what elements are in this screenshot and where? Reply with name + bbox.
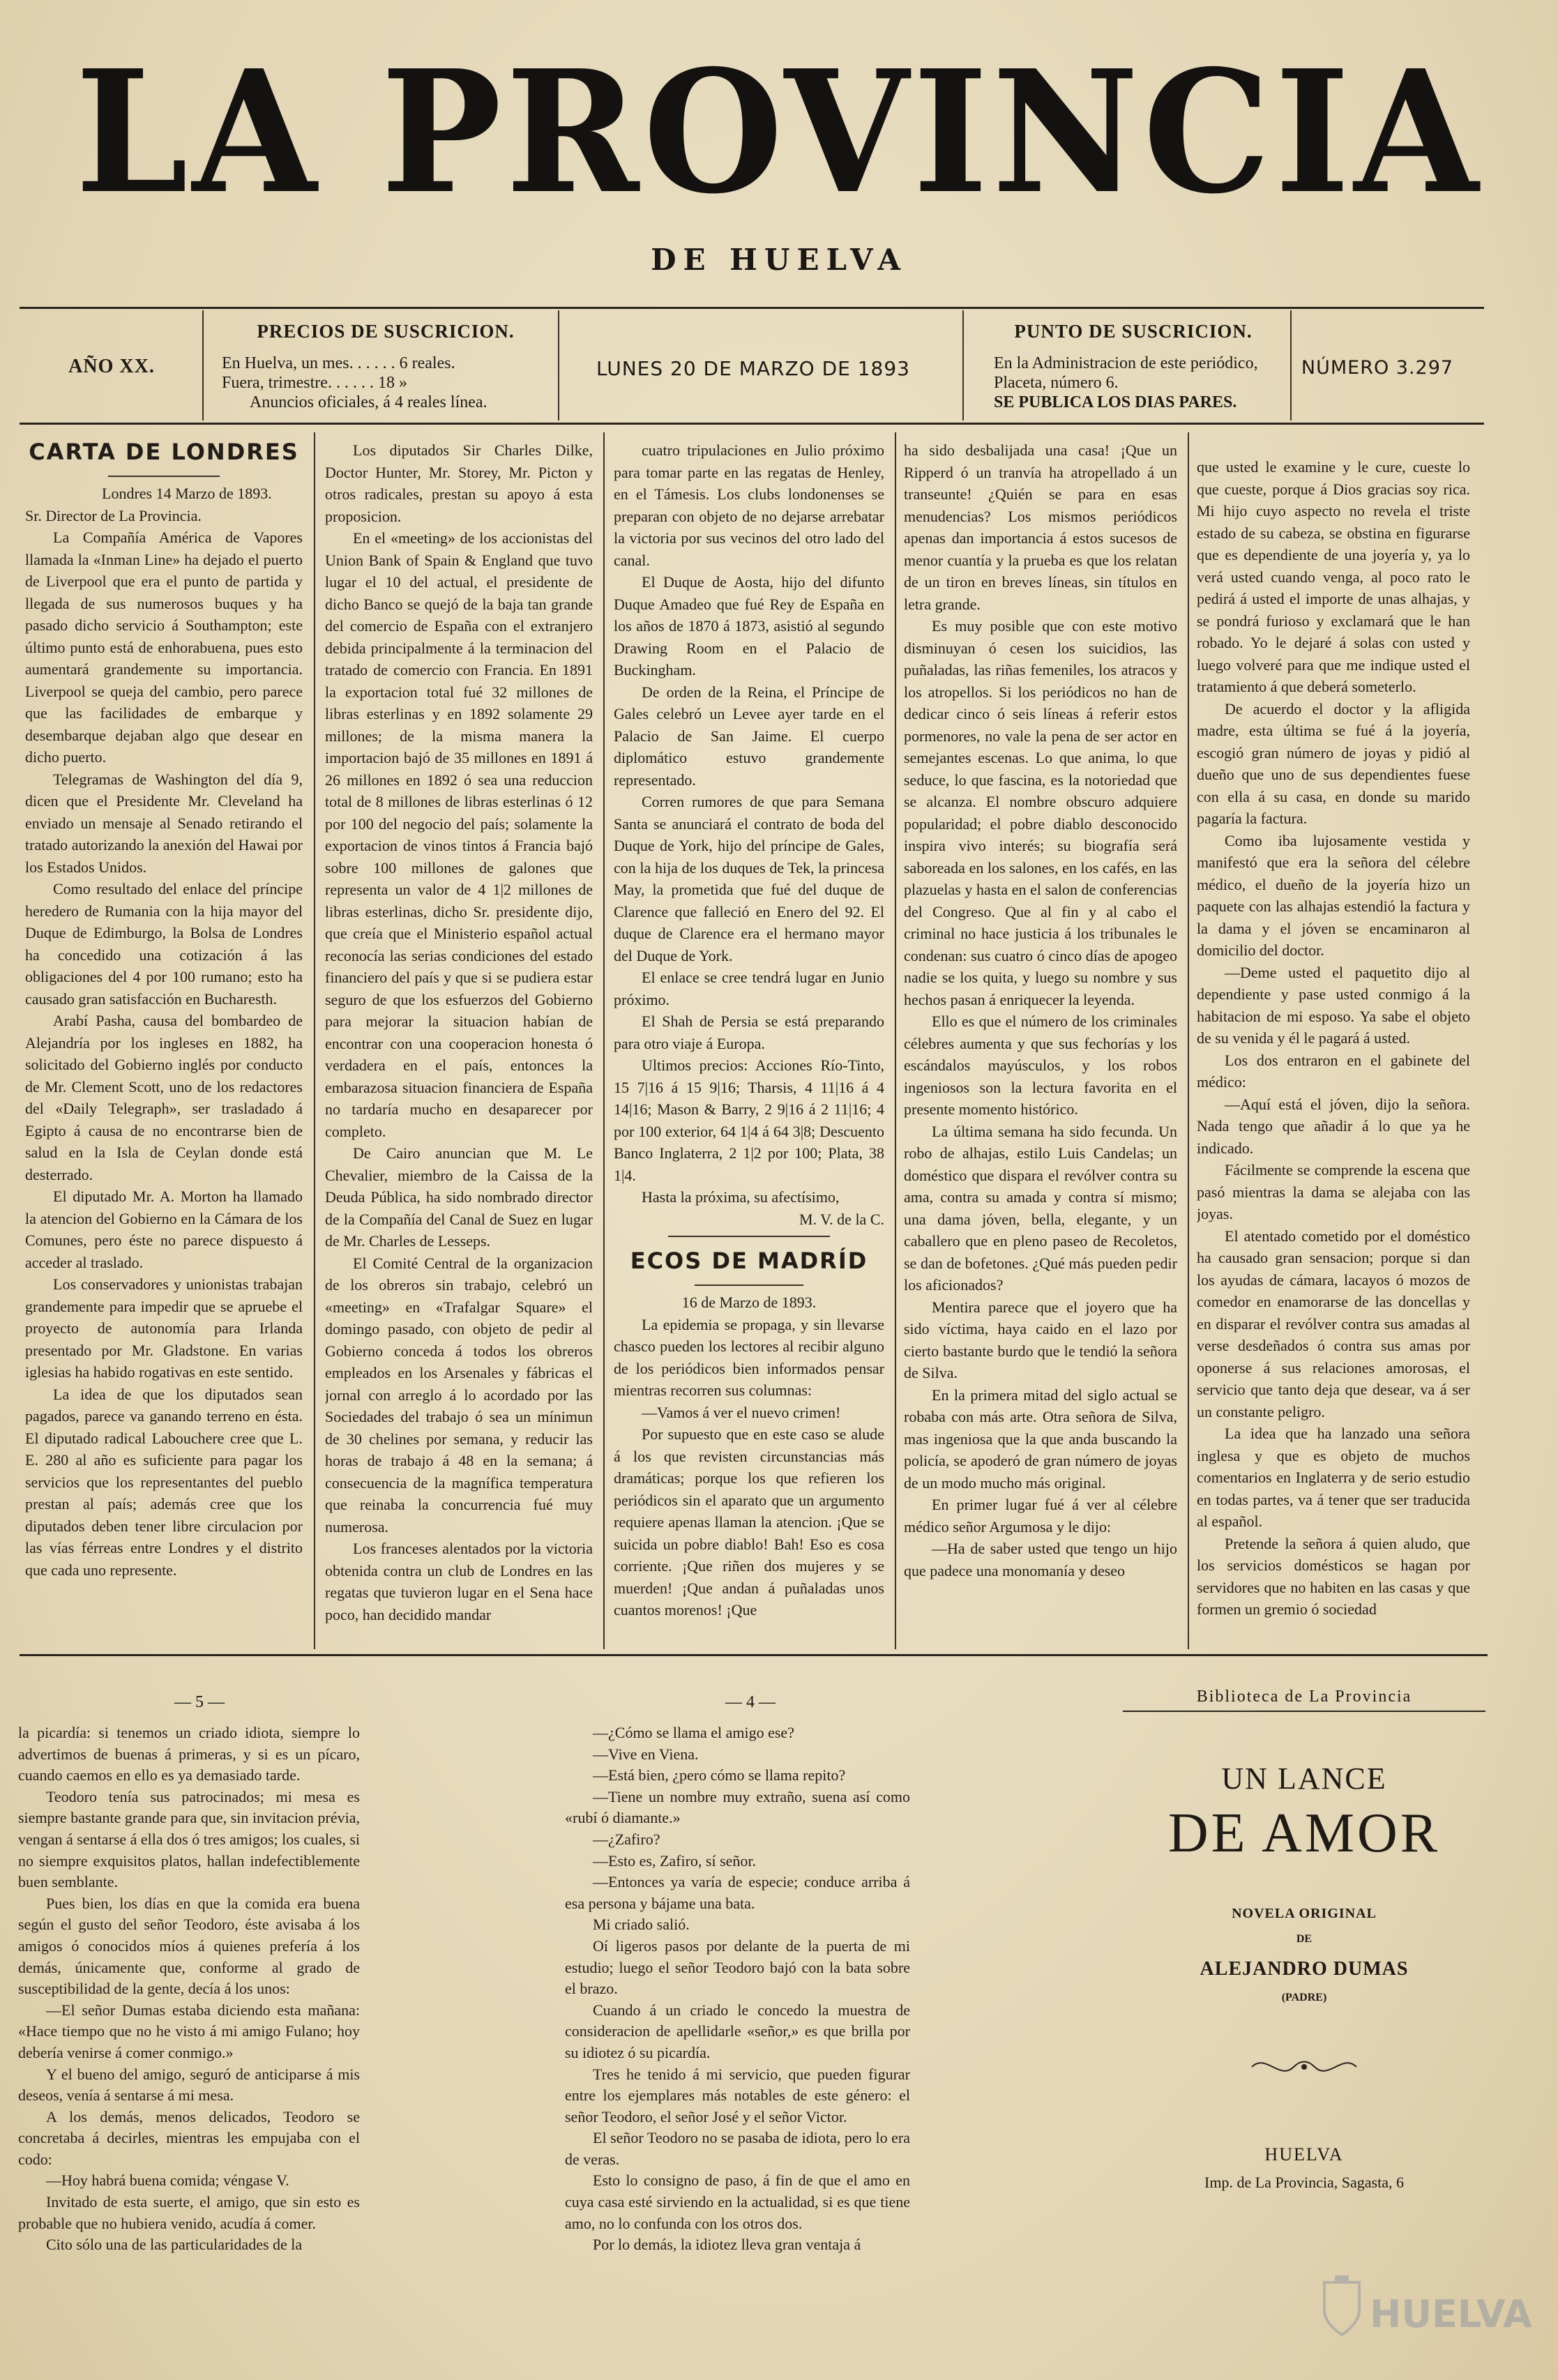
paragraph: —Vamos á ver el nuevo crimen!: [642, 1403, 841, 1421]
paragraph: —Está bien, ¿pero cómo se llama repito?: [593, 1766, 846, 1784]
paragraph: Mentira parece que el joyero que ha sido víctima, haya caido en el lazo por cierto bastante burdo que le tendió la señora de Silva.: [904, 1298, 1177, 1381]
column-rule: [1188, 432, 1189, 1649]
paragraph: Los dos entraron en el gabinete del médico:: [1197, 1051, 1470, 1091]
book-by: DE: [1296, 1933, 1313, 1945]
header-divider: [202, 310, 204, 420]
header-top-rule: [20, 307, 1484, 309]
archive-stamp: [1370, 2275, 1532, 2352]
paragraph: La idea de que los diputados sean pagados, parece va ganando terreno en ésta. El diputado radical Labouchere cree que L. E. 280 al año es suficiente para pagar los servicios que los representantes del pueblo prestan al país; además cree que los diputados deben tener libre circulacion por las vías férreas entre Londres y el distrito que cada uno represente.: [25, 1385, 303, 1579]
paragraph: —Aquí está el jóven, dijo la señora. Nada tengo que añadir á lo que ya he indicado.: [1197, 1095, 1470, 1157]
book-title-line-1: UN LANCE: [1221, 1761, 1387, 1796]
article-column-5: [1197, 456, 1470, 1650]
paragraph: —Tiene un nombre muy extraño, suena así como «rubí ó diamante.»: [565, 1787, 910, 1827]
paragraph: Por lo demás, la idiotez lleva gran ventaja á: [593, 2236, 861, 2254]
paragraph: Mi criado salió.: [593, 1916, 690, 1934]
paragraph: Esto lo consigno de paso, á fin de que el amo en cuya casa esté sirviendo en la actualidad, si es que tiene amo, no lo confunda con los otros dos.: [565, 2171, 910, 2232]
dateline: 16 de Marzo de 1893.: [681, 1294, 817, 1311]
folletin-page-5: [18, 1722, 360, 2364]
paragraph: Como resultado del enlace del príncipe heredero de Rumania con la hija mayor del Duque de Edimburgo, la Bolsa de Londres ha concedido una cotización á las obligaciones del 4 por 100 rumano; esto ha causado gran satisfacción en Bucharesth.: [25, 880, 303, 1008]
paragraph: Invitado de esta suerte, el amigo, que sin esto es probable que no hubiera venido, acudía á comer.: [18, 2193, 360, 2232]
book-author: ALEJANDRO DUMAS: [1200, 1958, 1409, 1980]
paragraph: Los franceses alentados por la victoria obtenida contra un club de Londres en las regatas que tuvieron lugar en el Sena hace poco, han decidido mandar: [325, 1540, 593, 1623]
dateline: Londres 14 Marzo de 1893.: [102, 485, 272, 502]
paragraph: Fácilmente se comprende la escena que pasó mientras la dama se alejaba con las joyas.: [1197, 1161, 1470, 1222]
paragraph: —Esto es, Zafiro, sí señor.: [593, 1851, 757, 1870]
paragraph: —Deme usted el paquetito dijo al dependiente y pase usted conmigo á la habitacion de mi esposo. Ya sabe el objeto de su venida y él le pagará á usted.: [1197, 963, 1470, 1047]
paragraph: A los demás, menos delicados, Teodoro se concretaba á decirles, mientras les empujaba con el codo:: [18, 2107, 360, 2168]
paragraph: ha sido desbalijada una casa! ¡Que un Ripperd ó un tranvía ha atropellado á un transeunte! ¿Quién se para en esas menudencias? Los mismos periódicos apenas dan importancia á estos sucesos de menor cuantía y la prueba es que los relatan de un tiron en breves líneas, sin títulos en letra grande.: [904, 441, 1177, 613]
header-divider: [1290, 310, 1292, 420]
paragraph: En primer lugar fué á ver al célebre médico señor Argumosa y le dijo:: [904, 1496, 1177, 1536]
paragraph: Como iba lujosamente vestida y manifestó que era la señora del célebre médico, el dueño de la joyería hizo un paquete con las alhajas estendió la factura y la dama y el jóven se encaminaron al domicilio del doctor.: [1197, 831, 1470, 959]
paragraph: Arabí Pasha, causa del bombardeo de Alejandría por los ingleses en 1882, ha solicitado del Gobierno inglés por conducto de Mr. Clement Scott, uno de los redactores del «Daily Telegraph», ser trasladado á Egipto á causa de no encontrarse bien de salud en la Isla de Ceylan donde está desterrado.: [25, 1012, 303, 1183]
article-column-3: [614, 439, 884, 1649]
section-heading: ECOS DE MADRÍD: [630, 1248, 868, 1274]
folletin-title-page: [1116, 1688, 1492, 2192]
paragraph: La epidemia se propaga, y sin llevarse chasco pueden los lectores al recibir alguno de los periódicos bien informados pensar mientras recorren sus columnas:: [614, 1315, 884, 1399]
paragraph: —Entonces ya varía de especie; conduce arriba á esa persona y bájame una bata.: [565, 1873, 910, 1912]
coat-of-arms-icon: [1321, 2275, 1363, 2338]
paragraph: El atentado cometido por el doméstico ha causado gran sensacion; porque si dan los ayudas de cámara, lacayos ó mozos de comedor en enamorarse de las doncellas y en disparar el revólver contra sus amadas al verse desdeñados ó contra sus amas por oponerse á sus relaciones amorosas, el servicio que tanto deja que desear, va á ser un constante peligro.: [1197, 1227, 1470, 1420]
section-heading: CARTA DE LONDRES: [29, 439, 299, 465]
ornament-flourish: [1248, 2053, 1360, 2081]
paragraph: cuatro tripulaciones en Julio próximo para tomar parte en las regatas de Henley, en el Támesis. Los clubs londonenses se preparan con objeto de no dejarse arrebatar la victoria por sus vecinos del otro lado del canal.: [614, 441, 884, 569]
paragraph: La Compañía América de Vapores llamada la «Inman Line» ha dejado el puerto de Liverpool que era el punto de partida y llegada de sus numerosos buques y ha pasado dicho servicio á Southampton; este último punto está de enhorabuena, pues esto aumentará grandemente su importancia. Liverpool se queja del cambio, pero parece que las facilidades de embarque y desembarque dejaban algo que desear en dicho puerto.: [25, 529, 303, 766]
paragraph: El Duque de Aosta, hijo del difunto Duque Amadeo que fué Rey de España en los años de 1870 á 1873, asistió al segundo Drawing Room en el Palacio de Buckingham.: [614, 573, 884, 679]
paragraph: De Cairo anuncian que M. Le Chevalier, miembro de la Caissa de la Deuda Pública, ha sido nombrado director de la Compañía del Canal de Suez en lugar de Mr. Charles de Lesseps.: [325, 1144, 593, 1250]
series-label: Biblioteca de La Provincia: [1196, 1688, 1412, 1706]
paragraph: Cuando á un criado le concedo la muestra de consideracion de apellidarle «señor,» es que brilla por su idiotez ó su picardía.: [565, 2001, 910, 2061]
header-punto: PUNTO DE SUSCRICION. En la Administracion de este periódico, Placeta, número 6. SE PUBLICA LOS DIAS PARES.: [994, 321, 1258, 411]
folletin-rule: [20, 1654, 1488, 1656]
paragraph: De acuerdo el doctor y la afligida madre, esta última se fué á la joyería, escogió gran número de joyas y pidió al dueño que uno de sus dependientes fuese con ella á su casa, en donde su marido pagaría la factura.: [1197, 699, 1470, 827]
column-rule: [314, 432, 315, 1649]
book-author-note: (PADRE): [1281, 1992, 1327, 2003]
paragraph: Cito sólo una de las particularidades de la: [46, 2236, 303, 2254]
paragraph: Corren rumores de que para Semana Santa se anunciará el contrato de boda del Duque de York, hijo del príncipe de Gales, con la hija de los duques de Tek, la princesa May, la prometida que fué del duque de Clarence que falleció en Enero del 92. El duque de Clarence era el hermano mayor del Duque de York.: [614, 793, 884, 964]
header-divider: [558, 310, 559, 420]
paragraph: Pues bien, los días en que la comida era buena según el gusto del señor Teodoro, éste avisaba á los amigos ó conocidos míos á quienes prefería á los demás, únicamente que, conforme al grado de susceptibilidad de la gente, decía á los unos:: [18, 1894, 360, 1998]
paragraph: —¿Cómo se llama el amigo ese?: [593, 1724, 794, 1741]
paragraph: Y el bueno del amigo, seguró de anticiparse á mis deseos, venía á sentarse á mi mesa.: [18, 2065, 360, 2105]
paragraph: Pretende la señora á quien aludo, que los servicios domésticos se hagan por servidores que no habiten en las casas y que formen un gremio ó sociedad: [1197, 1534, 1470, 1618]
article-column-2: [325, 439, 593, 1649]
column-rule: [603, 432, 605, 1649]
paragraph: —Vive en Viena.: [593, 1745, 699, 1763]
header-date: LUNES 20 DE MARZO DE 1893: [596, 357, 910, 380]
paragraph: El diputado Mr. A. Morton ha llamado la atencion del Gobierno en la Cámara de los Comunes, pero éste no parece dispuesto á acceder al traslado.: [25, 1188, 303, 1271]
paragraph: —El señor Dumas estaba diciendo esta mañana: «Hace tiempo que no he visto á mi amigo Fulano; hoy debería venirse á comer conmigo.»: [18, 2001, 360, 2061]
paragraph: la picardía: si tenemos un criado idiota, siempre lo advertimos de buenas á primeras, y si es un pícaro, cuando caemos en ello es ya demasiado tarde.: [18, 1724, 360, 1784]
header-precios: PRECIOS DE SUSCRICION. En Huelva, un mes. . . . . . 6 reales. Fuera, trimestre. . . . . . 18 » Anuncios oficiales, á 4 reales línea.: [222, 321, 515, 411]
paragraph: El Shah de Persia se está preparando para otro viaje á Europa.: [614, 1013, 884, 1052]
stamp-text: HUELVA: [1370, 2292, 1532, 2336]
paragraph: Teodoro tenía sus patrocinados; mi mesa es siempre bastante grande para que, sin invitacion prévia, vengan á sentarse á ella dos ó tres amigos; los cuales, si no siempre exquisitos platos, hallan indefectiblemente buen semblante.: [18, 1787, 360, 1891]
paragraph: El enlace se cree tendrá lugar en Junio próximo.: [614, 969, 884, 1008]
paragraph: En el «meeting» de los accionistas del Union Bank of Spain & England que tuvo lugar el 10 del actual, el presidente de dicho Banco se quejó de la baja tan grande del comercio de España con el extranjero debida principalmente á la terminacion del tratado de comercio con Francia. En 1891 la exportacion total fué 32 millones de libras esterlinas y en 1892 solamente 29 millones; de la misma manera la importacion bajó de 35 millones en 1891 á 26 millones en 1892 ó sea una reduccion total de 8 millones de libras esterlinas ó 12 por 100 del negocio del país; solamente la exportacion de vinos tintos á Francia bajó sobre 100 millones de galones que representa un valor de 4 1|2 millones de libras esterlinas, dicho Sr. presidente dijo, que creía que el Ministerio español actual reconocía las serias condiciones del estado financiero del país y que si se pudiera estar seguro de que los esfuerzos del Gobierno para mejorar la situacion habían de encontrar con una cooperacion honesta ó verdadera en el país, entonces la embarazosa situacion financiera de España no tardaría mucho en desaparecer por completo.: [325, 529, 593, 1140]
paragraph: Es muy posible que con este motivo disminuyan ó cesen los suicidios, las puñaladas, las riñas femeniles, los atracos y los atropellos. Si los periódicos no han de dedicar cinco ó seis líneas á referir estos pormenores, no vale la pena de ser actor en semejantes escenas. Lo que anima, lo que seduce, lo que fascina, es la notoriedad que se alcanza. El nombre obscuro adquiere popularidad; el pobre diablo desconocido inspira vivo interés; su biografía será saboreada en los salones, en los cafés, en las plazuelas y hasta en el salon de conferencias del Congreso. Que al fin y al cabo el criminal no hace justicia á los tribunales le condenan: sus cuatro ó cinco días de apogeo nadie se los quita, y luego su nombre y sus hechos pasan á enriquecer la leyenda.: [904, 617, 1177, 1008]
masthead-title: LA PROVINCIA: [75, 33, 1483, 232]
folio-left: — 5 —: [174, 1693, 225, 1711]
imprint-line: Imp. de La Provincia, Sagasta, 6: [1204, 2174, 1404, 2191]
paragraph: En la primera mitad del siglo actual se robaba con más arte. Otra señora de Silva, mas ingeniosa que la que anda buscando la policía, se apoderó de gran número de joyas de un modo mucho más original.: [904, 1386, 1177, 1492]
column-rule: [895, 432, 896, 1649]
paragraph: Oí ligeros pasos por delante de la puerta de mi estudio; luego el señor Teodoro bajó con la bata sobre el brazo.: [565, 1936, 910, 1998]
paragraph: que usted le examine y le cure, cueste lo que cueste, porque á Dios gracias soy rica. Mi hijo cuyo aspecto no revela el triste estado de su cabeza, se obstina en figurarse que es dependiente de una joyería y, ya lo verá usted cuando venga, al poco rato le pedirá á usted el importe de unas alhajas, y se pondrá furioso y exclamará que le han robado. Yo le dejaré á solas con usted y luego volveré para que me indique usted el tratamiento á que deberá someterlo.: [1197, 458, 1470, 695]
book-title-line-2: DE AMOR: [1167, 1803, 1441, 1864]
paragraph: Tres he tenido á mi servicio, que pueden figurar entre los ejemplares más notables de este género: el señor Teodoro, el señor José y el señor Victor.: [565, 2065, 910, 2125]
article-carta-de-londres: [25, 434, 303, 1651]
paragraph: Por supuesto que en este caso se alude á los que revisten circunstancias más dramáticas; porque los que refieren los periódicos sin el aparato que un argumento requiere apenas llaman la atencion. ¡Que se suicida un pobre diablo! Bah! Eso es cosa corriente. ¡Que riñen dos mujeres y se muerden! ¡Que andan á puñaladas unos cuantos morenos! ¡Que: [614, 1425, 884, 1619]
paragraph: Ello es que el número de los criminales célebres aumenta y que sus fechorías y los escándalos mayúsculos, y los robos ingeniosos son la lectura favorita en el presente momento histórico.: [904, 1013, 1177, 1118]
folletin-page-4: [565, 1722, 910, 2364]
masthead-subtitle: DE HUELVA: [651, 243, 907, 277]
imprint-city: HUELVA: [1264, 2144, 1344, 2165]
paragraph: De orden de la Reina, el Príncipe de Gales celebró un Levee ayer tarde en el Palacio de San Jaime. El cuerpo diplomático estuvo grandemente representado.: [614, 683, 884, 789]
paragraph: Ultimos precios: Acciones Río-Tinto, 15 7|16 á 15 9|16; Tharsis, 4 11|16 á 4 14|16; Mason & Barry, 2 9|16 á 2 11|16; 4 por 100 exterior, 64 1|4 á 64 3|8; Descuento Banco Inglaterra, 2 1|2 por 100; Plata, 38 1|4.: [614, 1056, 884, 1184]
paragraph: El señor Teodoro no se pasaba de idiota, pero lo era de veras.: [565, 2129, 910, 2168]
paragraph: La última semana ha sido fecunda. Un robo de alhajas, estilo Luis Candelas; un doméstico que dispara el revólver contra su ama, contra su amada y contra sí mismo; una dama jóven, bella, elegante, y un caballero que en pleno paseo de Recoletos, se dan de bofetones. ¿Qué más pueden pedir los aficionados?: [904, 1122, 1177, 1294]
book-kind: NOVELA ORIGINAL: [1232, 1906, 1377, 1921]
paragraph: Los conservadores y unionistas trabajan grandemente para impedir que se apruebe el proyecto de autonomía para Irlanda presentado por Mr. Gladstone. En varias iglesias ha habido rogativas en este sentido.: [25, 1275, 303, 1381]
paragraph: —Ha de saber usted que tengo un hijo que padece una monomanía y deseo: [904, 1540, 1177, 1579]
header-numero: NÚMERO 3.297: [1301, 357, 1454, 379]
paragraph: —Hoy habrá buena comida; véngase V.: [46, 2171, 289, 2190]
salutation: Sr. Director de La Provincia.: [25, 506, 202, 524]
folio-middle: — 4 —: [725, 1693, 776, 1711]
paragraph: Telegramas de Washington del día 9, dicen que el Presidente Mr. Cleveland ha enviado un mensaje al Senado retirando el tratado autorizando la anexión del Hawai por los Estados Unidos.: [25, 770, 303, 876]
paragraph: —¿Zafiro?: [593, 1830, 660, 1848]
header-year: AÑO XX.: [68, 356, 155, 377]
paragraph: El Comité Central de la organizacion de los obreros sin trabajo, celebró un «meeting» en «Trafalgar Square» el domingo pasado, con objeto de pedir al Gobierno conceda á todos los obreros empleados en los Arsenales y fábricas el jornal con arreglo á lo acordado por las Sociedades del trabajo ó sea un mínimun de 30 chelines por semana, y reducir las horas de trabajo á 48 en la semana; á consecuencia de la magnífica temperatura que reinaba la concurrencia fué muy numerosa.: [325, 1254, 593, 1536]
paragraph: La idea que ha lanzado una señora inglesa y que es objeto de muchos comentarios en Inglaterra y de serio estudio en todas partes, va á tener que ser traducida al español.: [1197, 1425, 1470, 1530]
header-divider: [962, 310, 964, 420]
article-column-4: [904, 439, 1177, 1649]
signature: M. V. de la C.: [799, 1210, 884, 1228]
paragraph: Los diputados Sir Charles Dilke, Doctor Hunter, Mr. Storey, Mr. Picton y otros radicales, prestan su apoyo á esta proposicion.: [325, 441, 593, 525]
paragraph: Hasta la próxima, su afectísimo,: [642, 1188, 840, 1206]
